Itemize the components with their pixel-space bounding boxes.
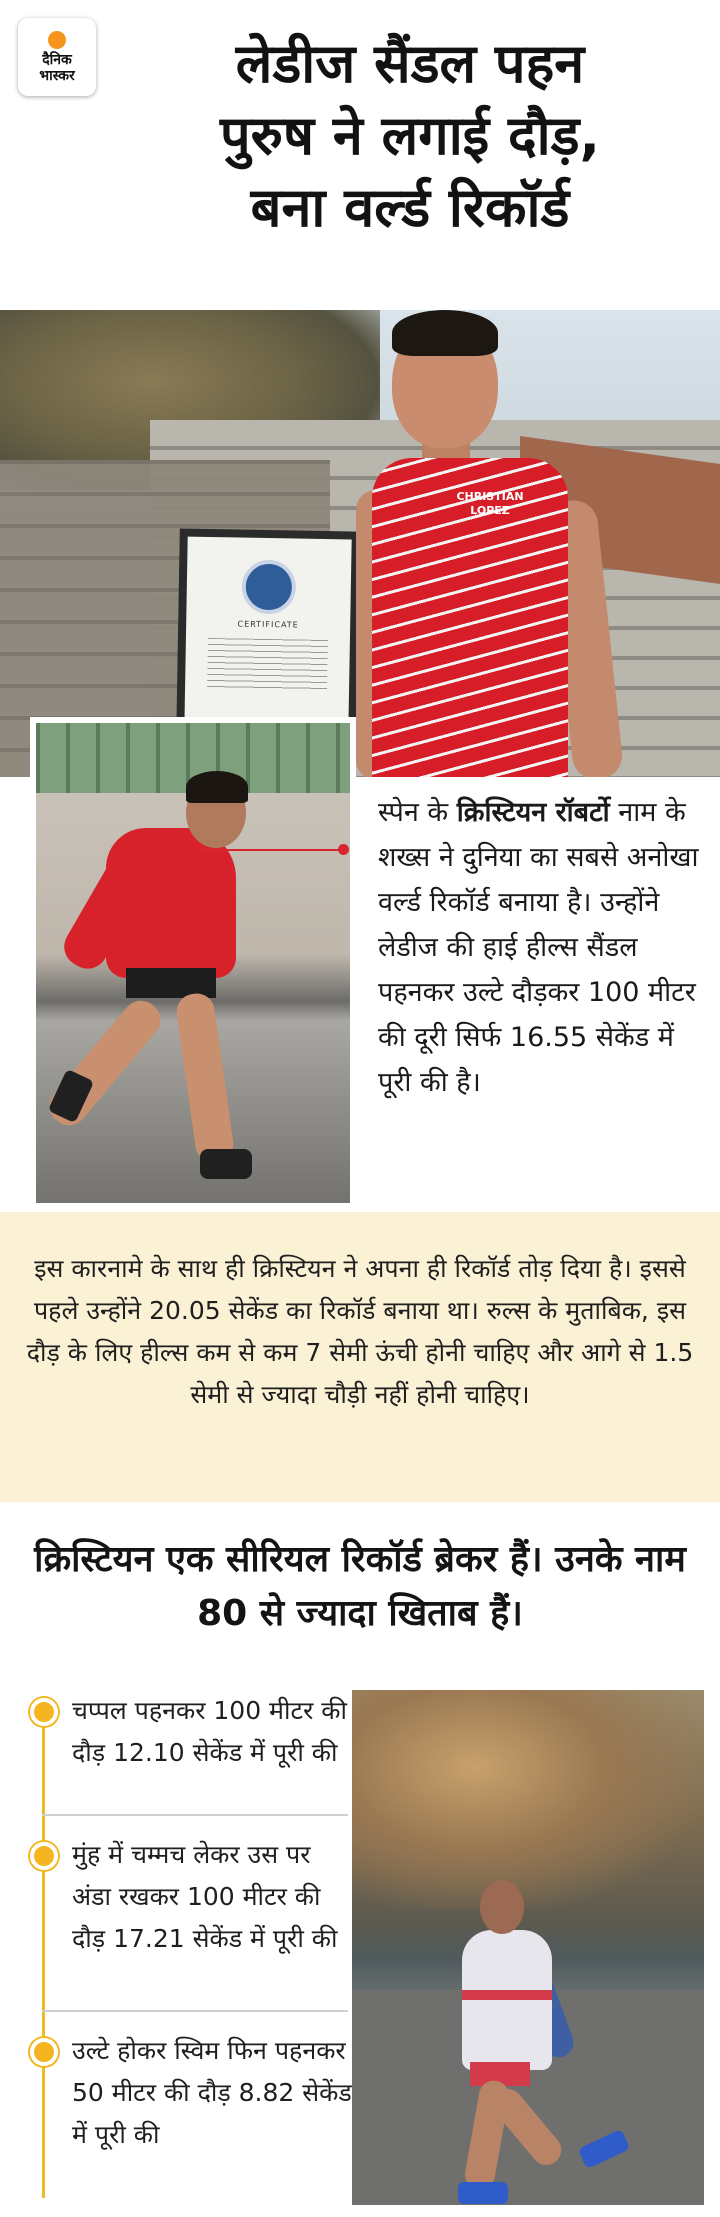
inset-runner-hair (186, 771, 248, 803)
headline-line-3: बना वर्ल्ड रिकॉर्ड (250, 176, 570, 239)
intro-prefix: स्पेन के (378, 797, 457, 828)
record-text: चप्पल पहनकर 100 मीटर की दौड़ 12.10 सेकेंड में पूरी की (72, 1696, 347, 1767)
headline (120, 28, 700, 244)
guinness-seal-icon (241, 560, 296, 615)
singlet-name-print: CHRISTIAN LOPEZ (456, 490, 524, 517)
logo-text-line1: दैनिक (42, 51, 72, 68)
headline-line-2: पुरुष ने लगाई दौड़, (219, 104, 601, 167)
timeline-line (42, 1698, 45, 2198)
blue-heel-left (458, 2182, 508, 2204)
callout-text: इस कारनामे के साथ ही क्रिस्टियन ने अपना ही रिकॉर्ड तोड़ दिया है। इससे पहले उन्होंने 20.05 सेकेंड का रिकॉर्ड बनाया था। रुल्स के मुताबिक, इस दौड़ के लिए हील्स कम से कम 7 सेमी ऊंची होनी चाहिए और आगे से 1.5 सेमी से ज्यादा चौड़ी नहीं होनी चाहिए। (26, 1254, 694, 1409)
intro-paragraph (378, 790, 708, 1105)
timeline-dot-icon (30, 1698, 58, 1726)
shirt-stripe (462, 1990, 552, 2000)
header (0, 0, 720, 310)
timeline-divider (42, 1814, 348, 1816)
runner-head (480, 1880, 524, 1934)
racewalk-photo (352, 1690, 704, 2205)
person-name: क्रिस्टियन रॉबर्टो (456, 797, 610, 828)
logo-text-line2: भास्कर (39, 67, 75, 84)
running-backwards-photo (36, 723, 350, 1203)
dainik-bhaskar-logo[interactable] (18, 18, 96, 96)
pointer-line (196, 849, 344, 851)
runner-shirt (462, 1930, 552, 2070)
certificate-text-lines (207, 638, 328, 690)
record-text: उल्टे होकर स्विम फिन पहनकर 50 मीटर की दौड़ 8.82 सेकेंड में पूरी की (72, 2036, 352, 2149)
pointer-dot (338, 844, 349, 855)
hero-photo (0, 310, 720, 777)
record-text: मुंह में चम्मच लेकर उस पर अंडा रखकर 100 मीटर की दौड़ 17.21 सेकेंड में पूरी की (72, 1840, 338, 1953)
certificate-label: CERTIFICATE (237, 619, 299, 630)
timeline-dot-icon (30, 1842, 58, 1870)
intro-suffix: नाम के शख्स ने दुनिया का सबसे अनोखा वर्ल्ड रिकॉर्ड बनाया है। उन्होंने लेडीज की हाई हील्स सैंडल पहनकर उल्टे दौड़कर 100 मीटर की दूरी सिर्फ 16.55 सेकेंड में पूरी की है। (378, 797, 699, 1098)
sun-icon (48, 31, 66, 49)
timeline-divider (42, 2010, 348, 2012)
inset-runner-right-leg (174, 991, 235, 1165)
section-heading: क्रिस्टियन एक सीरियल रिकॉर्ड ब्रेकर हैं। उनके नाम 80 से ज्यादा खिताब हैं। (34, 1539, 686, 1634)
autumn-tree (352, 1690, 704, 1910)
inset-photo-frame (30, 717, 356, 1209)
runner-hair (392, 310, 498, 356)
headline-line-1: लेडीज सैंडल पहन (235, 32, 585, 95)
guinness-certificate (176, 528, 360, 741)
timeline-dot-icon (30, 2038, 58, 2066)
high-heel-right (200, 1149, 252, 1179)
record-callout-box (0, 1212, 720, 1502)
records-timeline (0, 1690, 350, 2210)
